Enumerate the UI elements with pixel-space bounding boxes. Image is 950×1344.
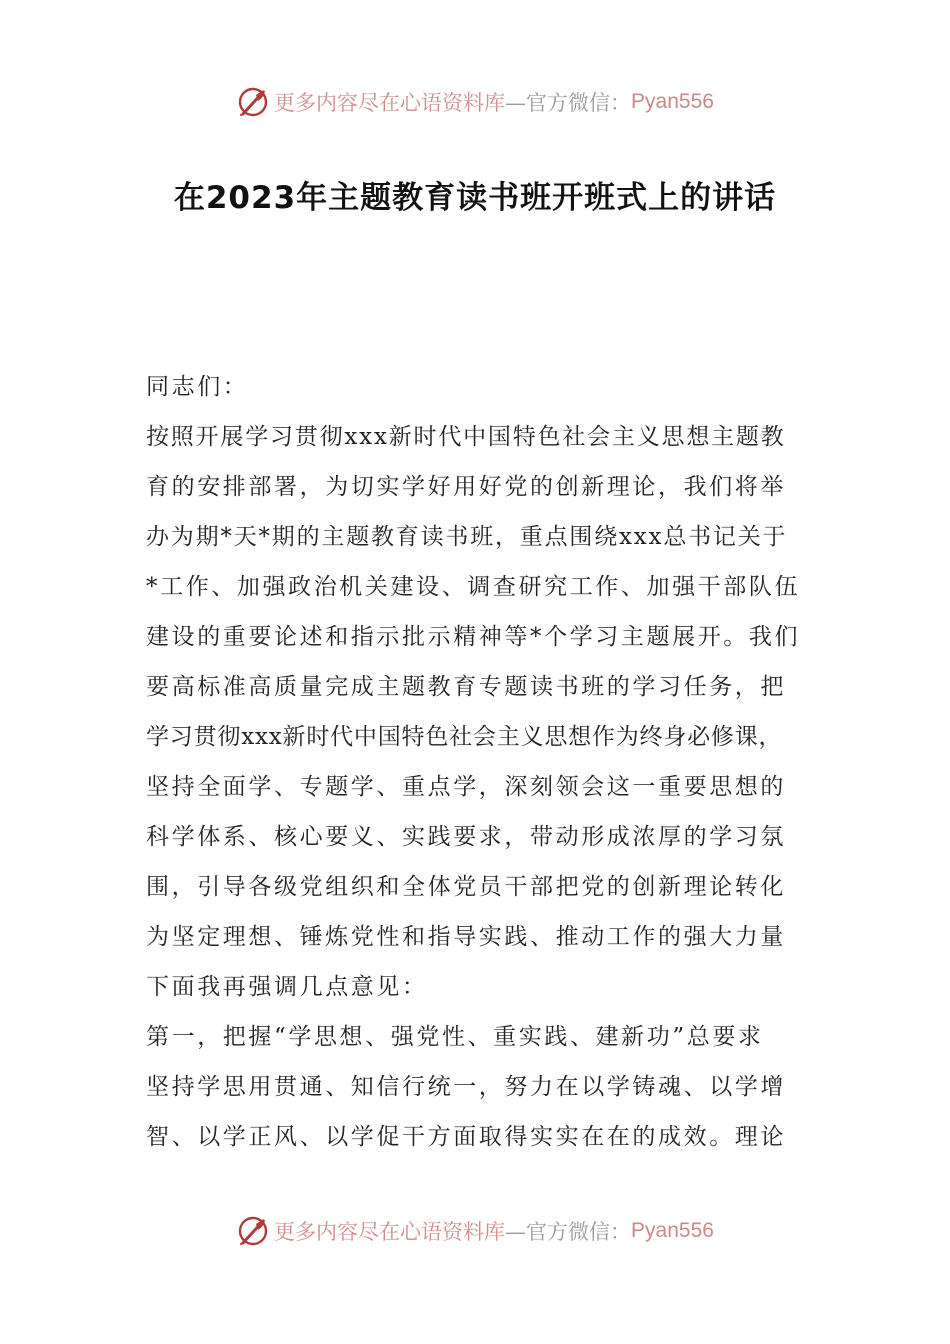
body-line: 科学体系、核心要义、实践要求，带动形成浓厚的学习氛	[146, 824, 786, 850]
watermark-suffix: —官方微信：	[505, 1220, 632, 1244]
body-line: 围，引导各级党组织和全体党员干部把党的创新理论转化	[146, 874, 786, 900]
watermark-prefix: 更多内容尽在心语资料库	[274, 1220, 506, 1244]
body-line: 要高标准高质量完成主题教育专题读书班的学习任务，把	[146, 674, 786, 700]
body-line: 为坚定理想、锤炼党性和指导实践、推动工作的强大力量	[146, 924, 786, 950]
quill-logo-icon	[236, 1214, 270, 1248]
body-line: 办为期*天*期的主题教育读书班，重点围绕xxx总书记关于	[146, 524, 788, 550]
body-line: 第一，把握“学思想、强党性、重实践、建新功”总要求	[146, 1024, 764, 1050]
watermark-prefix: 更多内容尽在心语资料库	[274, 91, 506, 115]
body-line: 智、以学正风、以学促干方面取得实实在在的成效。理论	[146, 1124, 786, 1150]
body-line: *工作、加强政治机关建设、调查研究工作、加强干部队伍	[146, 574, 801, 600]
body-line: 学习贯彻xxx新时代中国特色社会主义思想作为终身必修课，	[146, 724, 783, 750]
document-body	[146, 362, 806, 1162]
watermark-wechat-id: Pyan556	[631, 1219, 714, 1242]
body-line: 坚持全面学、专题学、重点学，深刻领会这一重要思想的	[146, 774, 786, 800]
watermark-suffix: —官方微信：	[505, 91, 632, 115]
body-line: 建设的重要论述和指示批示精神等*个学习主题展开。我们	[146, 624, 801, 650]
page-title: 在2023年主题教育读书班开班式上的讲话	[173, 180, 777, 216]
body-line: 育的安排部署，为切实学好用好党的创新理论，我们将举	[146, 474, 786, 500]
watermark-wechat-id: Pyan556	[631, 90, 714, 113]
footer-watermark	[0, 1211, 950, 1251]
body-line: 坚持学思用贯通、知信行统一，努力在以学铸魂、以学增	[146, 1074, 786, 1100]
salutation: 同志们：	[146, 374, 249, 400]
header-watermark	[0, 82, 950, 122]
body-line: 下面我再强调几点意见：	[146, 974, 428, 1000]
quill-logo-icon	[236, 85, 270, 119]
body-line: 按照开展学习贯彻xxx新时代中国特色社会主义思想主题教	[146, 424, 786, 450]
